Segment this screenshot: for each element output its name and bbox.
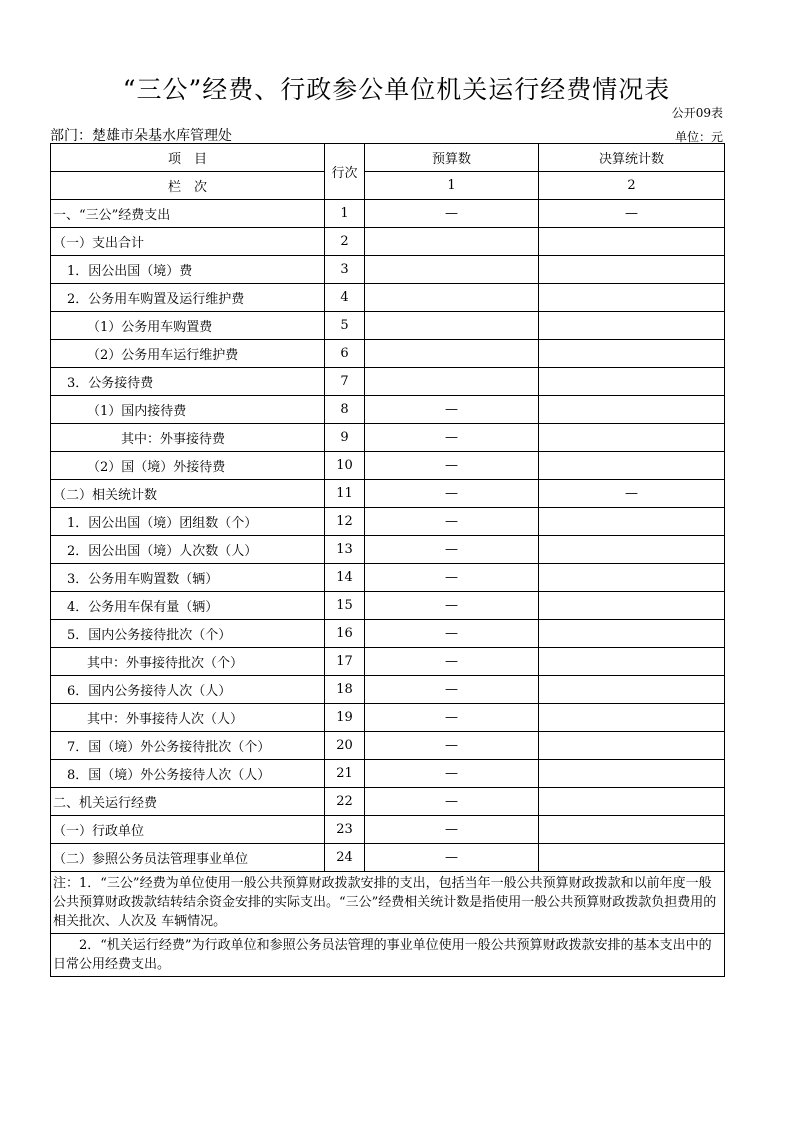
row-final <box>539 396 725 424</box>
row-final <box>539 368 725 396</box>
table-row <box>51 424 725 452</box>
row-final <box>539 536 725 564</box>
row-number: 18 <box>325 676 365 704</box>
row-item: （2）国（境）外接待费 <box>51 452 325 480</box>
table-row <box>51 760 725 788</box>
row-budget: — <box>365 200 539 228</box>
row-final: — <box>539 200 725 228</box>
header-final: 决算统计数 <box>539 144 725 172</box>
row-budget <box>365 312 539 340</box>
row-final <box>539 704 725 732</box>
row-item: 1．因公出国（境）费 <box>51 256 325 284</box>
row-item: 7．国（境）外公务接待批次（个） <box>51 732 325 760</box>
row-final <box>539 620 725 648</box>
page-title: “三公”经费、行政参公单位机关运行经费情况表 <box>122 75 671 104</box>
row-number: 13 <box>325 536 365 564</box>
row-number: 23 <box>325 816 365 844</box>
header-item: 项 目 <box>51 144 325 172</box>
row-budget: — <box>365 788 539 816</box>
row-final <box>539 340 725 368</box>
row-item: 其中：外事接待批次（个） <box>51 648 325 676</box>
row-item: （2）公务用车运行维护费 <box>51 340 325 368</box>
row-budget: — <box>365 396 539 424</box>
row-budget: — <box>365 424 539 452</box>
row-item: 6．国内公务接待人次（人） <box>51 676 325 704</box>
unit-label: 单位：元 <box>674 130 723 144</box>
row-budget <box>365 256 539 284</box>
column-index-1: 1 <box>365 172 539 200</box>
row-number: 8 <box>325 396 365 424</box>
row-budget: — <box>365 508 539 536</box>
department-label: 部门：楚雄市朵基水库管理处 <box>50 128 232 144</box>
table-row <box>51 732 725 760</box>
table-row <box>51 480 725 508</box>
table-row <box>51 256 725 284</box>
form-number: 公开09表 <box>671 106 723 120</box>
row-budget: — <box>365 564 539 592</box>
row-final <box>539 732 725 760</box>
table-row <box>51 200 725 228</box>
row-item: 二、机关运行经费 <box>51 788 325 816</box>
row-budget: — <box>365 536 539 564</box>
header-line: 行次 <box>325 144 365 200</box>
row-item: 4．公务用车保有量（辆） <box>51 592 325 620</box>
row-final <box>539 592 725 620</box>
row-final <box>539 788 725 816</box>
row-budget <box>365 228 539 256</box>
row-item: 3．公务用车购置数（辆） <box>51 564 325 592</box>
row-budget: — <box>365 648 539 676</box>
row-final <box>539 564 725 592</box>
table-row <box>51 284 725 312</box>
row-number: 19 <box>325 704 365 732</box>
note-1: 注：1．“三公”经费为单位使用一般公共预算财政拨款安排的支出，包括当年一般公共预算财政拨款和以前年度一般公共预算财政拨款结转结余资金安排的实际支出。“三公”经费相关统计数是指使用一般公共预算财政拨款负担费用的相关批次、人次及 车辆情况。 <box>51 872 725 934</box>
row-item: 其中：外事接待费 <box>51 424 325 452</box>
row-item: 8．国（境）外公务接待人次（人） <box>51 760 325 788</box>
table-row <box>51 536 725 564</box>
row-item: 其中：外事接待人次（人） <box>51 704 325 732</box>
row-final <box>539 676 725 704</box>
table-row <box>51 648 725 676</box>
column-label: 栏 次 <box>51 172 325 200</box>
row-budget <box>365 340 539 368</box>
row-budget: — <box>365 592 539 620</box>
row-budget: — <box>365 760 539 788</box>
row-item: 2．公务用车购置及运行维护费 <box>51 284 325 312</box>
table-row <box>51 396 725 424</box>
row-number: 16 <box>325 620 365 648</box>
note-1-row <box>51 872 725 934</box>
table-row <box>51 452 725 480</box>
row-final <box>539 760 725 788</box>
row-item: （二）相关统计数 <box>51 480 325 508</box>
note-2: 2．“机关运行经费”为行政单位和参照公务员法管理的事业单位使用一般公共预算财政拨款安排的基本支出中的日常公用经费支出。 <box>51 934 725 977</box>
row-budget: — <box>365 844 539 872</box>
column-index-2: 2 <box>539 172 725 200</box>
row-number: 21 <box>325 760 365 788</box>
row-final <box>539 844 725 872</box>
row-item: （1）国内接待费 <box>51 396 325 424</box>
row-number: 17 <box>325 648 365 676</box>
table-row <box>51 340 725 368</box>
row-number: 6 <box>325 340 365 368</box>
table-row <box>51 564 725 592</box>
row-item: （1）公务用车购置费 <box>51 312 325 340</box>
table-row <box>51 788 725 816</box>
row-item: 3．公务接待费 <box>51 368 325 396</box>
row-number: 9 <box>325 424 365 452</box>
row-final <box>539 256 725 284</box>
row-final <box>539 648 725 676</box>
row-number: 5 <box>325 312 365 340</box>
row-item: 一、“三公”经费支出 <box>51 200 325 228</box>
row-number: 14 <box>325 564 365 592</box>
row-number: 15 <box>325 592 365 620</box>
row-budget: — <box>365 676 539 704</box>
table-row <box>51 620 725 648</box>
row-final <box>539 312 725 340</box>
row-final <box>539 452 725 480</box>
table-row <box>51 368 725 396</box>
row-budget: — <box>365 452 539 480</box>
row-number: 7 <box>325 368 365 396</box>
row-final <box>539 228 725 256</box>
expense-table <box>50 143 725 977</box>
header-row <box>51 144 725 172</box>
row-number: 2 <box>325 228 365 256</box>
row-final <box>539 424 725 452</box>
note-2-row <box>51 934 725 977</box>
table-row <box>51 844 725 872</box>
table-row <box>51 508 725 536</box>
table-row <box>51 816 725 844</box>
column-index-row <box>51 172 725 200</box>
row-number: 10 <box>325 452 365 480</box>
row-number: 12 <box>325 508 365 536</box>
header-budget: 预算数 <box>365 144 539 172</box>
row-item: （二）参照公务员法管理事业单位 <box>51 844 325 872</box>
row-final: — <box>539 480 725 508</box>
row-final <box>539 508 725 536</box>
row-number: 3 <box>325 256 365 284</box>
row-number: 22 <box>325 788 365 816</box>
row-budget: — <box>365 480 539 508</box>
table-row <box>51 312 725 340</box>
row-number: 24 <box>325 844 365 872</box>
row-number: 11 <box>325 480 365 508</box>
table-row <box>51 704 725 732</box>
row-budget <box>365 368 539 396</box>
row-item: 1．因公出国（境）团组数（个） <box>51 508 325 536</box>
row-budget: — <box>365 704 539 732</box>
row-item: 2．因公出国（境）人次数（人） <box>51 536 325 564</box>
table-row <box>51 228 725 256</box>
row-budget: — <box>365 620 539 648</box>
row-final <box>539 816 725 844</box>
row-number: 4 <box>325 284 365 312</box>
row-item: （一）行政单位 <box>51 816 325 844</box>
row-budget: — <box>365 816 539 844</box>
table-row <box>51 676 725 704</box>
row-item: 5．国内公务接待批次（个） <box>51 620 325 648</box>
row-number: 1 <box>325 200 365 228</box>
row-item: （一）支出合计 <box>51 228 325 256</box>
row-budget: — <box>365 732 539 760</box>
row-final <box>539 284 725 312</box>
row-budget <box>365 284 539 312</box>
row-number: 20 <box>325 732 365 760</box>
table-row <box>51 592 725 620</box>
